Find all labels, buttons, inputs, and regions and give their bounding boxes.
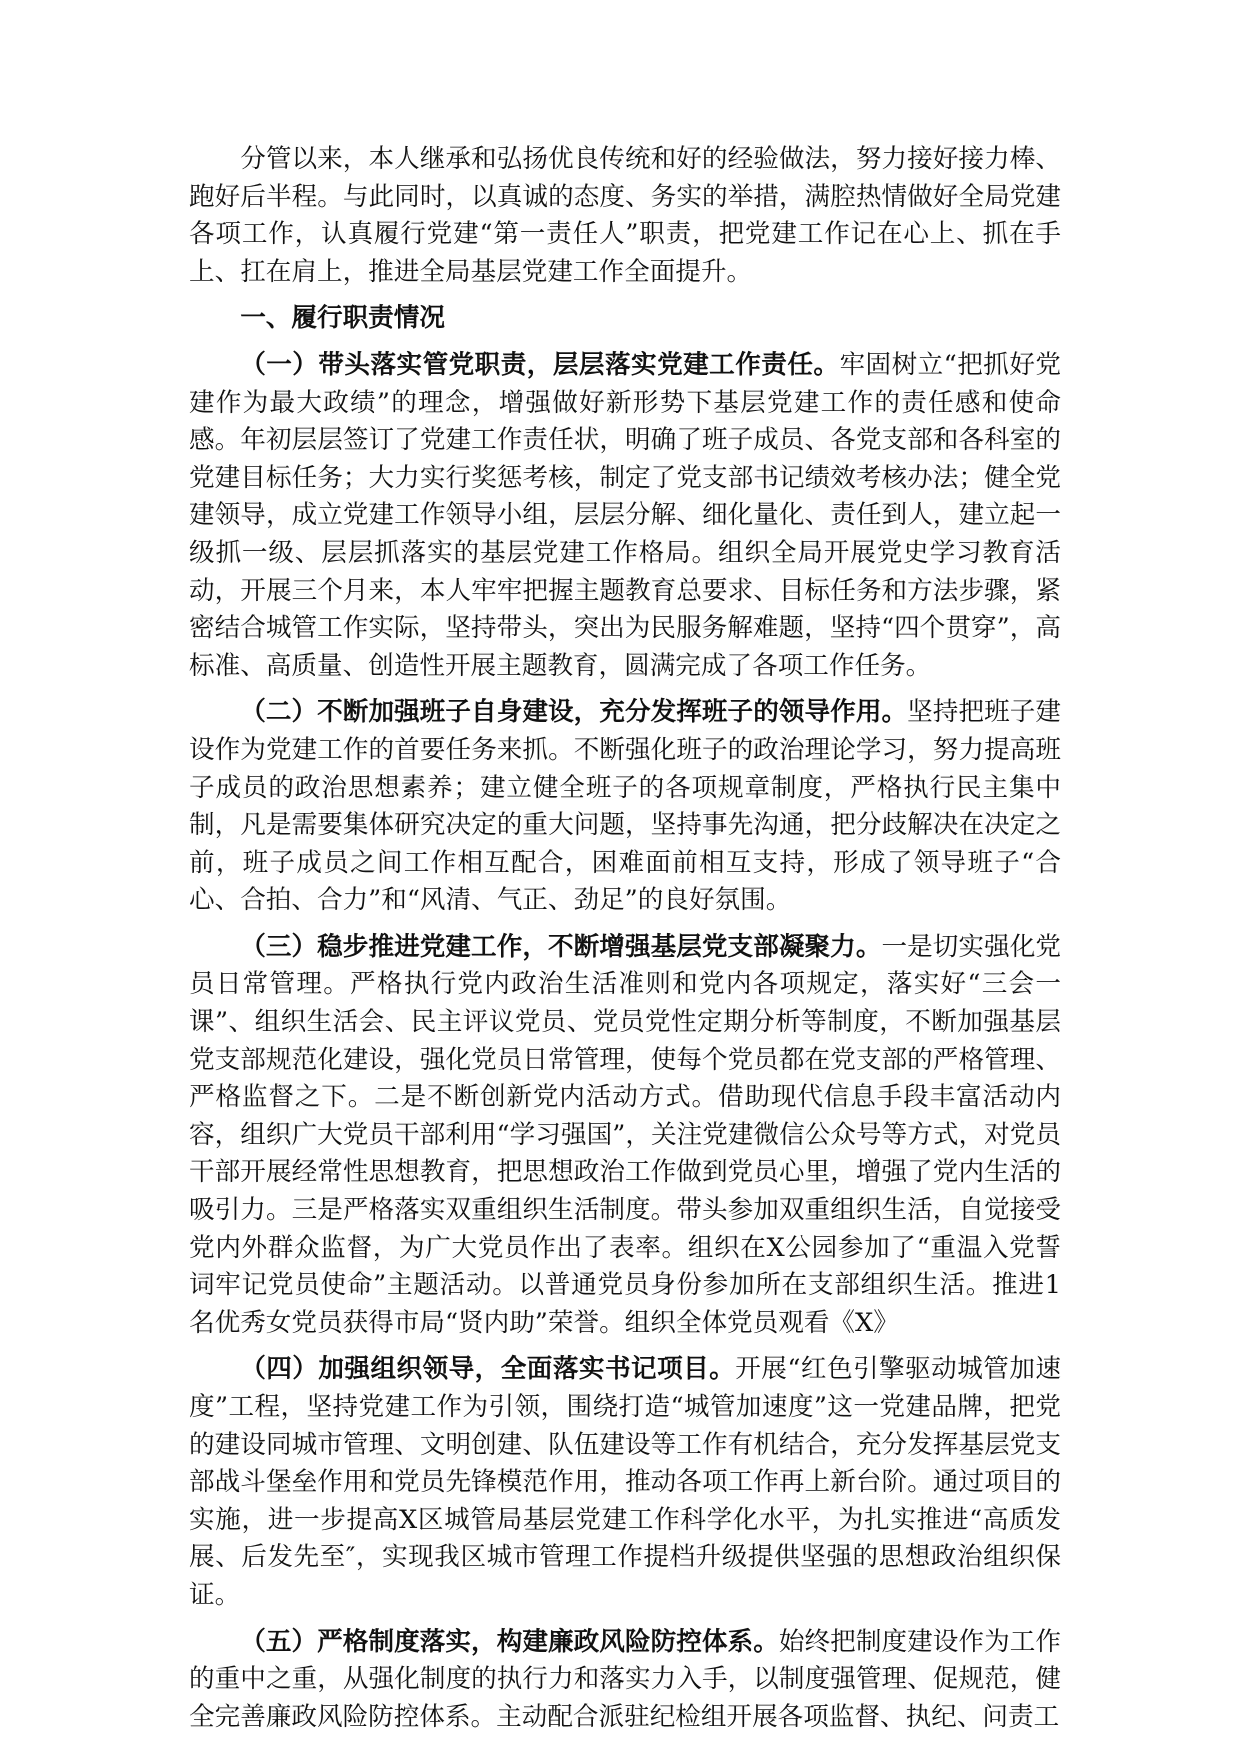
- section-heading: 一、履行职责情况: [240, 303, 445, 334]
- section-title: （五）严格制度落实，构建廉政风险防控体系。: [240, 1626, 779, 1657]
- section-title: （三）稳步推进党建工作，不断增强基层党支部凝聚力。: [240, 931, 882, 962]
- intro-paragraph: 分管以来，本人继承和弘扬优良传统和好的经验做法，努力接好接力棒、跑好后半程。与此同时，以真诚的态度、务实的举措，满腔热情做好全局党建各项工作，认真履行党建“第一责任人”职责，把党建工作记在心上、抓在手上、扛在肩上，推进全局基层党建工作全面提升。: [189, 144, 1061, 287]
- document-page: [189, 141, 1061, 1745]
- section-title: （二）不断加强班子自身建设，充分发挥班子的领导作用。: [240, 697, 908, 728]
- section-body: 开展“红色引擎驱动城管加速度”工程，坚持党建工作为引领，围绕打造“城管加速度”这一党建品牌，把党的建设同城市管理、文明创建、队伍建设等工作有机结合，充分发挥基层党支部战斗堡垒作用和党员先锋模范作用，推动各项工作再上新台阶。通过项目的实施，进一步提高X区城管局基层党建工作科学化水平，为扎实推进“高质发展、后发先至″，实现我区城市管理工作提档升级提供坚强的思想政治组织保证。: [189, 1354, 1061, 1610]
- section-paragraph-5: [189, 1624, 1061, 1737]
- section-paragraph-2: [189, 694, 1061, 920]
- section-title: （四）加强组织领导，全面落实书记项目。: [240, 1354, 736, 1385]
- section-title: （一）带头落实管党职责，层层落实党建工作责任。: [240, 349, 840, 380]
- section-body: 一是切实强化党员日常管理。严格执行党内政治生活准则和党内各项规定，落实好“三会一课”、组织生活会、民主评议党员、党员党性定期分析等制度，不断加强基层党支部规范化建设，强化党员日常管理，使每个党员都在党支部的严格管理、严格监督之下。二是不断创新党内活动方式。借助现代信息手段丰富活动内容，组织广大党员干部利用“学习强国”，关注党建微信公众号等方式，对党员干部开展经常性思想教育，把思想政治工作做到党员心里，增强了党内生活的吸引力。三是严格落实双重组织生活制度。带头参加双重组织生活，自觉接受党内外群众监督，为广大党员作出了表率。组织在X公园参加了“重温入党誓词牢记党员使命”主题活动。以普通党员身份参加所在支部组织生活。推进1名优秀女党员获得市局“贤内助”荣誉。组织全体党员观看《X》: [189, 931, 1061, 1338]
- section-body: 牢固树立“把抓好党建作为最大政绩”的理念，增强做好新形势下基层党建工作的责任感和使命感。年初层层签订了党建工作责任状，明确了班子成员、各党支部和各科室的党建目标任务；大力实行奖惩考核，制定了党支部书记绩效考核办法；健全党建领导，成立党建工作领导小组，层层分解、细化量化、责任到人，建立起一级抓一级、层层抓落实的基层党建工作格局。组织全局开展党史学习教育活动，开展三个月来，本人牢牢把握主题教育总要求、目标任务和方法步骤，紧密结合城管工作实际，坚持带头，突出为民服务解难题，坚持“四个贯穿”，高标准、高质量、创造性开展主题教育，圆满完成了各项工作任务。: [189, 349, 1061, 681]
- section-body: 坚持把班子建设作为党建工作的首要任务来抓。不断强化班子的政治理论学习，努力提高班子成员的政治思想素养；建立健全班子的各项规章制度，严格执行民主集中制，凡是需要集体研究决定的重大问题，坚持事先沟通，把分歧解决在决定之前，班子成员之间工作相互配合，困难面前相互支持，形成了领导班子“合心、合拍、合力”和“风清、气正、劲足”的良好氛围。: [189, 697, 1061, 916]
- section-paragraph-4: [189, 1351, 1061, 1614]
- section-paragraph-1: [189, 347, 1061, 685]
- section-body: 始终把制度建设作为工作的重中之重，从强化制度的执行力和落实力入手，以制度强管理、促规范，健全完善廉政风险防控体系。主动配合派驻纪检组开展各项监督、执纪、问责工: [189, 1626, 1061, 1732]
- section-paragraph-3: [189, 929, 1061, 1343]
